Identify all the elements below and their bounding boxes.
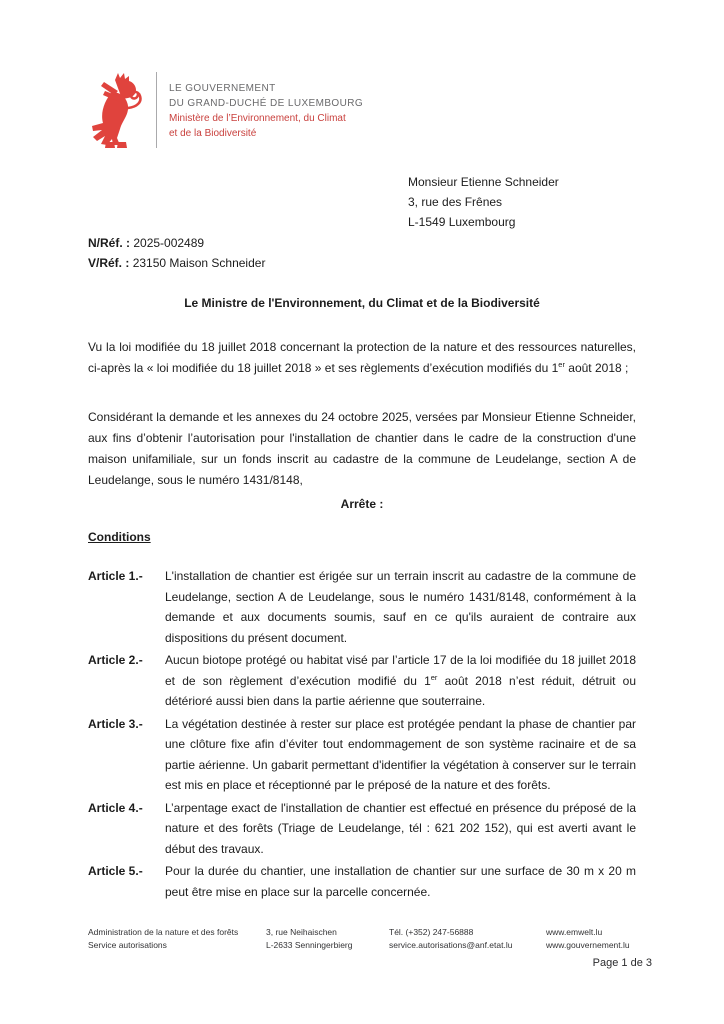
footer-address-line1: 3, rue Neihaischen [266, 927, 337, 937]
article-2 [88, 650, 636, 712]
letterhead [88, 70, 363, 150]
footer-email: service.autorisations@anf.etat.lu [389, 940, 513, 950]
article-5-label: Article 5.- [88, 864, 143, 878]
article-2-body: Aucun biotope protégé ou habitat visé par l’article 17 de la loi modifiée du 18 juillet 2018 et de son règlement d’exécution modifié du 1er août 2018 n’est réduit, détruit ou détérioré aussi bien dans la partie aérienne que souterraine. [165, 653, 636, 708]
letterhead-divider [156, 72, 157, 148]
footer-admin-line1: Administration de la nature et des forêts [88, 927, 239, 937]
reference-block [88, 233, 265, 273]
luxembourg-lion-icon [88, 70, 146, 150]
page-number: Page 1 de 3 [592, 957, 652, 969]
recipient-address [408, 172, 559, 232]
footer-admin-line2: Service autorisations [88, 940, 167, 950]
article-3 [88, 714, 636, 796]
article-2-label: Article 2.- [88, 653, 143, 667]
arrete-heading: Arrête : [340, 497, 384, 511]
footer-address-line2: L-2633 Senningerbierg [266, 940, 353, 950]
article-4-label: Article 4.- [88, 800, 143, 815]
our-reference-label: N/Réf. : [88, 236, 130, 250]
footer-websites [546, 926, 648, 952]
article-3-body: La végétation destinée à rester sur place est protégée pendant la phase de chantier par une clôture fixe afin d’éviter tout endommagement de son système racinaire et de sa partie aérienne. Un gabarit permettant d'identifier la végétation à conserver sur le terrain est mis en place et réceptionné par le préposé de la nature et des forêts. [165, 716, 636, 792]
article-4 [88, 798, 636, 860]
footer-administration [88, 926, 266, 952]
articles-list [88, 566, 636, 904]
letter-footer [88, 926, 648, 952]
letterhead-text [169, 70, 363, 141]
article-5 [88, 861, 636, 902]
preamble-paragraph-vu: Vu la loi modifiée du 18 juillet 2018 concernant la protection de la nature et des ressources naturelles, ci-après la « loi modifiée du 18 juillet 2018 » et ses règlements d’exécution modifiés du 1er août 2018 ; [88, 340, 636, 375]
your-reference-label: V/Réf. : [88, 256, 130, 270]
footer-address [266, 926, 389, 952]
footer-contact [389, 926, 546, 952]
recipient-name: Monsieur Etienne Schneider [408, 175, 559, 189]
recipient-city: L-1549 Luxembourg [408, 215, 516, 229]
footer-phone: Tél. (+352) 247-56888 [389, 927, 474, 937]
our-reference [88, 233, 265, 253]
document-title: Le Ministre de l'Environnement, du Climat et de la Biodiversité [184, 296, 540, 310]
footer-website-gouvernement: www.gouvernement.lu [546, 940, 630, 950]
government-name-line1: LE GOUVERNEMENT [169, 83, 276, 94]
government-name-line2: DU GRAND-DUCHÉ DE LUXEMBOURG [169, 98, 363, 109]
footer-website-emwelt: www.emwelt.lu [546, 927, 603, 937]
your-reference [88, 253, 265, 273]
our-reference-value: 2025-002489 [133, 236, 205, 250]
article-1-label: Article 1.- [88, 569, 143, 583]
article-4-body: L’arpentage exact de l'installation de chantier est effectué en présence du préposé de la nature et des forêts (Triage de Leudelange, tél : 621 202 152), qui est averti avant le début des travaux. [165, 800, 636, 856]
preamble-paragraph-considerant: Considérant la demande et les annexes du 24 octobre 2025, versées par Monsieur Etienne Schneider, aux fins d’obtenir l’autorisation pour l'installation de chantier dans le cadre de la construction d'une maison unifamiliale, sur un fonds inscrit au cadastre de la commune de Leudelange, section A de Leudelange, sous le numéro 1431/8148, [88, 410, 636, 487]
recipient-street: 3, rue des Frênes [408, 195, 503, 209]
article-1 [88, 566, 636, 648]
ministry-name-line2: et de la Biodiversité [169, 128, 257, 139]
article-1-body: L'installation de chantier est érigée sur un terrain inscrit au cadastre de la commune de Leudelange, section A de Leudelange, sous le numéro 1431/8148, conformément à la demande et aux documents soumis, sauf en ce qu'ils auraient de contraire aux dispositions du présent document. [165, 569, 636, 645]
your-reference-value: 23150 Maison Schneider [132, 256, 266, 270]
article-3-label: Article 3.- [88, 716, 143, 731]
ministry-name-line1: Ministère de l’Environnement, du Climat [169, 113, 346, 124]
conditions-heading: Conditions [88, 530, 151, 544]
article-5-body: Pour la durée du chantier, une installation de chantier sur une surface de 30 m x 20 m peut être mise en place sur la parcelle concernée. [165, 864, 636, 899]
